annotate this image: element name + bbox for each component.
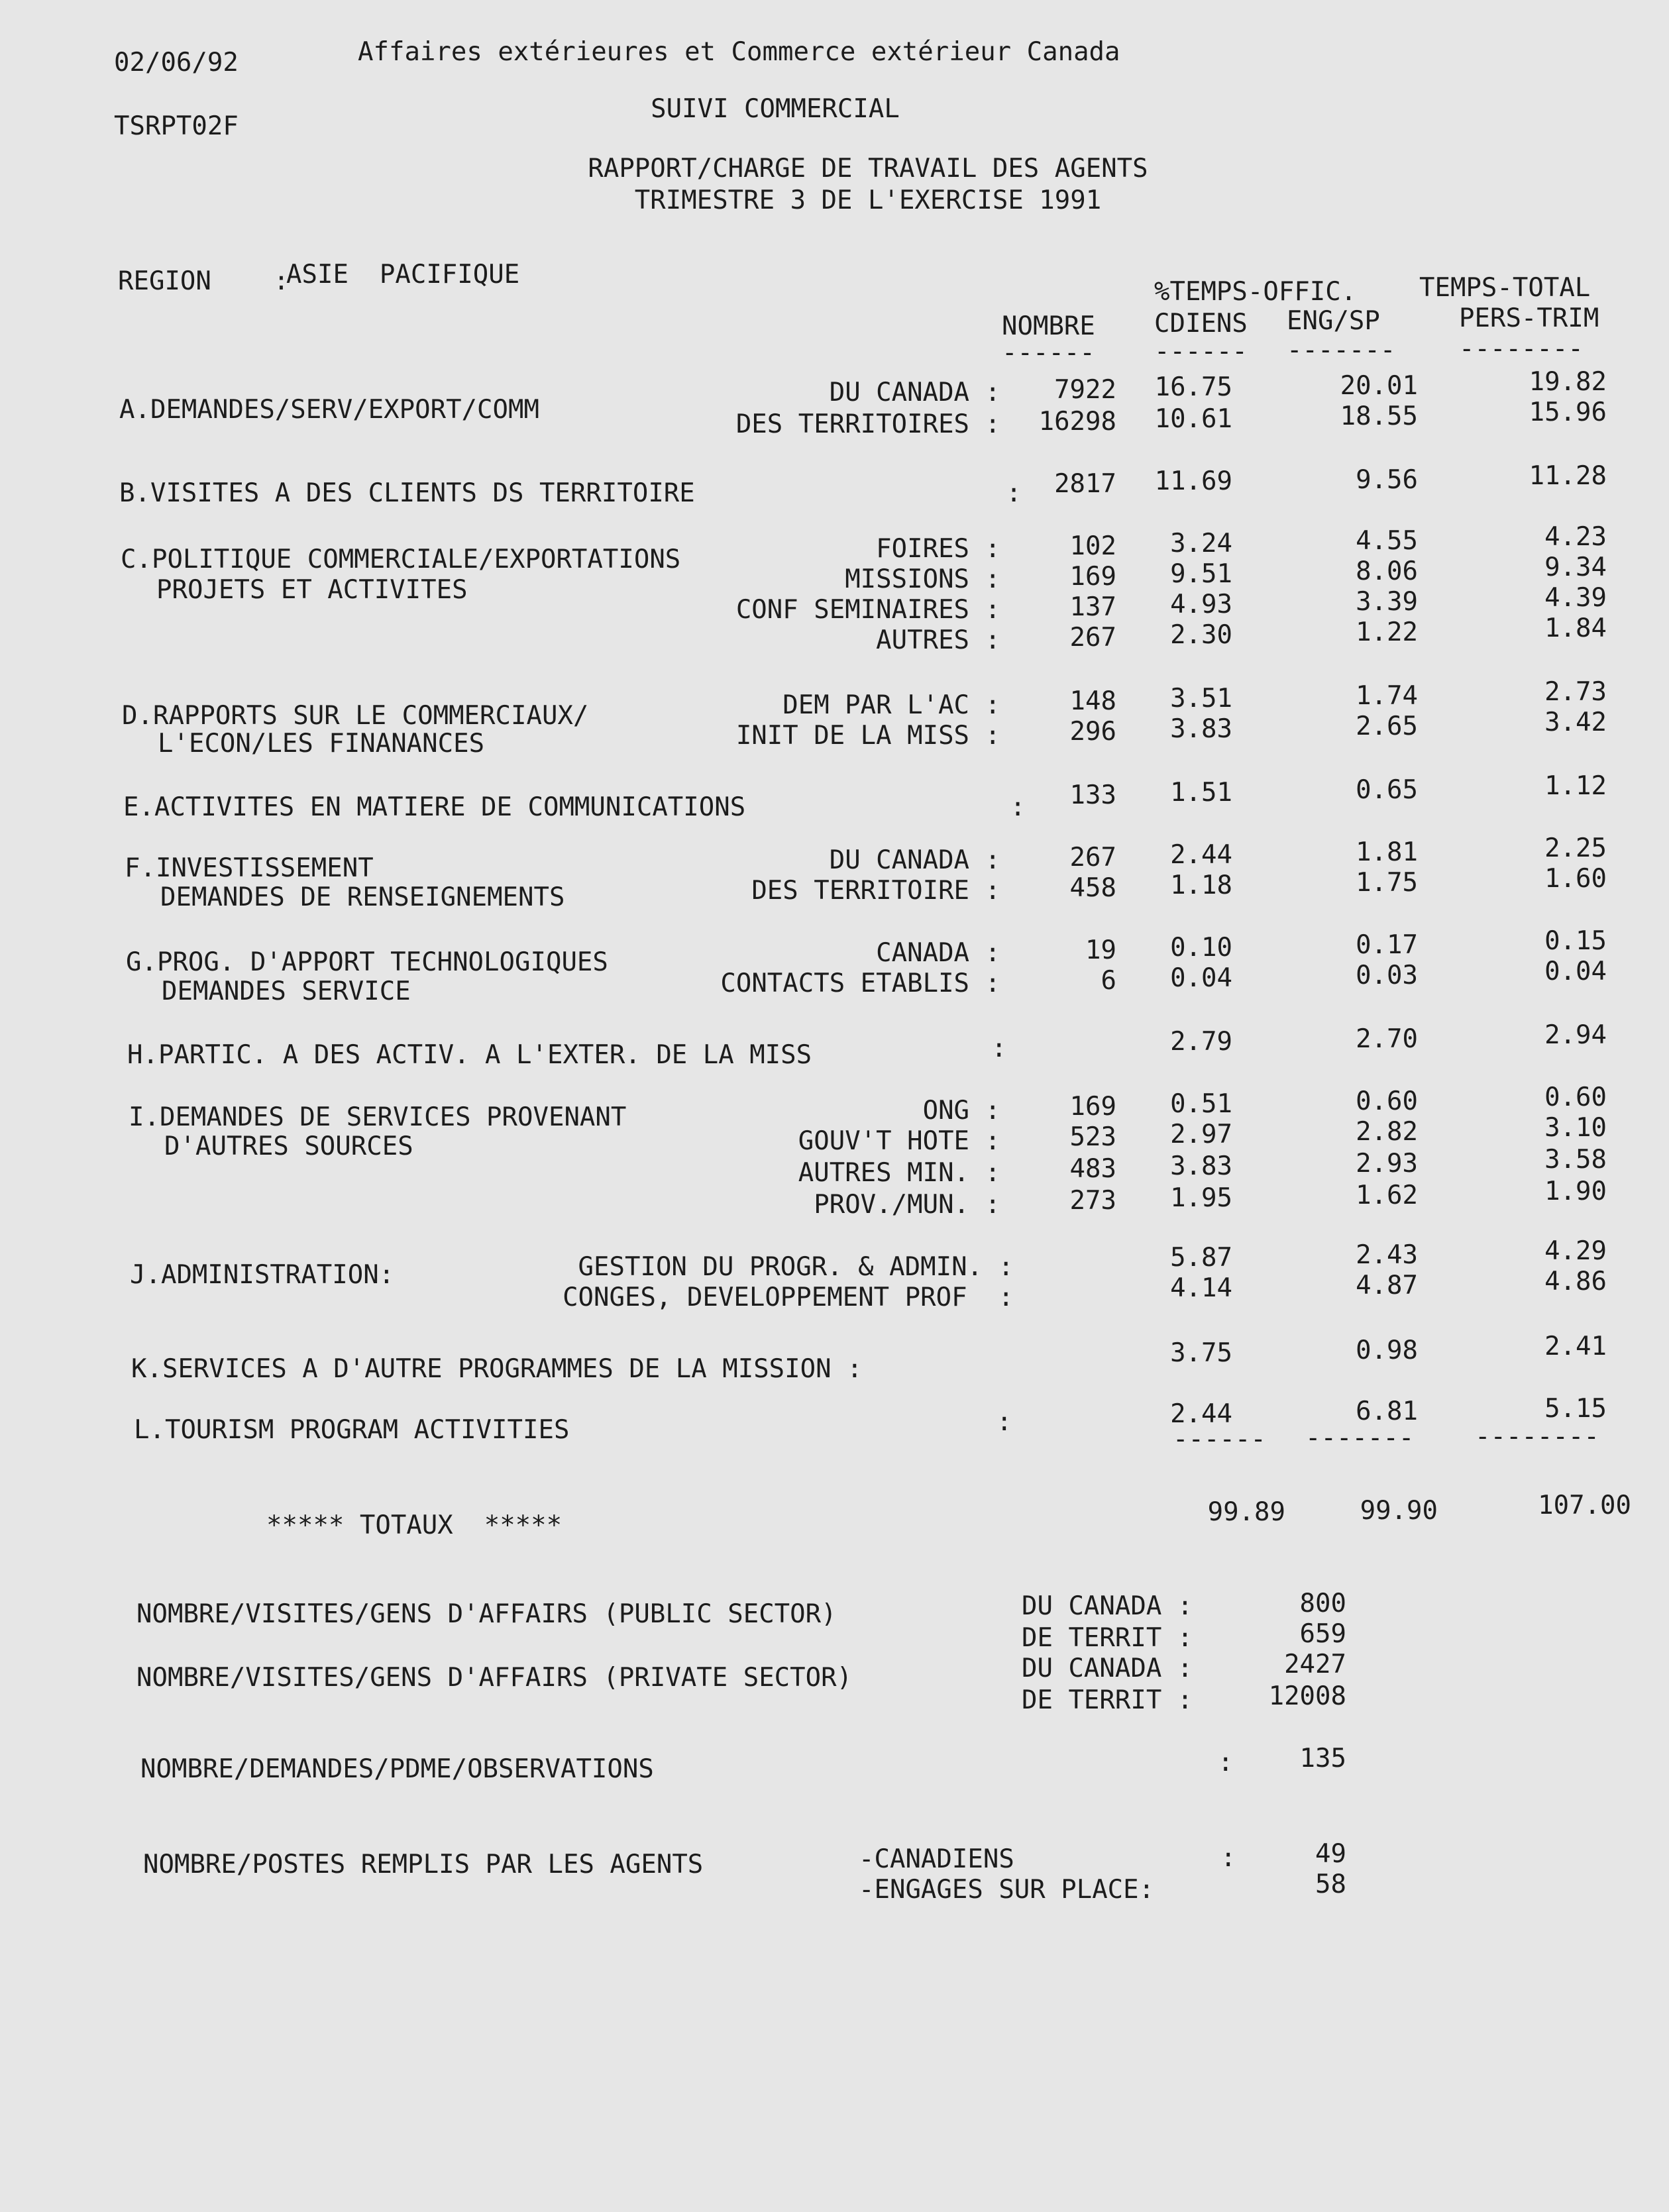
section-l-colon: : <box>996 1407 1012 1437</box>
section-f-num-1: 267 <box>1069 843 1116 872</box>
col-header-eng-sp: ENG/SP <box>1287 306 1380 336</box>
section-f-total-1: 2.25 <box>1544 833 1607 863</box>
section-g-total-2: 0.04 <box>1544 957 1607 986</box>
section-g-sub-2: CONTACTS ETABLIS : <box>720 969 1000 998</box>
col-underline-pers-trim: -------- <box>1459 334 1584 364</box>
section-h-cdiens: 2.79 <box>1170 1027 1232 1057</box>
section-g-cdiens-1: 0.10 <box>1170 933 1232 963</box>
section-f-title-1: F.INVESTISSEMENT <box>125 853 374 883</box>
section-d-total-1: 2.73 <box>1544 677 1607 707</box>
section-h-title: H.PARTIC. A DES ACTIV. A L'EXTER. DE LA MISS <box>127 1040 812 1070</box>
section-k-cdiens: 3.75 <box>1170 1338 1232 1368</box>
section-f-title-2: DEMANDES DE RENSEIGNEMENTS <box>160 882 565 912</box>
summary-postes-label: NOMBRE/POSTES REMPLIS PAR LES AGENTS <box>143 1850 704 1879</box>
section-e-title: E.ACTIVITES EN MATIERE DE COMMUNICATIONS : <box>123 792 1026 822</box>
totals-total: 107.00 <box>1538 1491 1631 1520</box>
organization-name: Affaires extérieures et Commerce extérieur Canada <box>358 37 1120 67</box>
section-e-num: 133 <box>1069 780 1116 810</box>
section-i-num-2: 523 <box>1069 1122 1116 1152</box>
section-f-num-2: 458 <box>1069 873 1116 903</box>
section-f-engsp-1: 1.81 <box>1356 837 1418 867</box>
summary-private-label: NOMBRE/VISITES/GENS D'AFFAIRS (PRIVATE SECTOR) <box>136 1663 853 1693</box>
summary-private-territ-label: DE TERRIT : <box>1022 1685 1193 1715</box>
section-g-title-2: DEMANDES SERVICE <box>162 976 411 1006</box>
section-c-sub-1: FOIRES : <box>876 534 1000 564</box>
report-period: TRIMESTRE 3 DE L'EXERCISE 1991 <box>634 185 1102 215</box>
section-i-sub-1: ONG : <box>922 1096 1000 1126</box>
section-j-total-2: 4.86 <box>1544 1267 1607 1296</box>
section-a-num-2: 16298 <box>1038 407 1116 437</box>
section-j-total-1: 4.29 <box>1544 1236 1607 1266</box>
report-title: RAPPORT/CHARGE DE TRAVAIL DES AGENTS <box>588 154 1148 184</box>
section-a-total-2: 15.96 <box>1529 397 1607 427</box>
region-value: ASIE PACIFIQUE <box>286 260 520 290</box>
section-c-total-3: 4.39 <box>1544 583 1607 613</box>
section-g-cdiens-2: 0.04 <box>1170 963 1232 993</box>
summary-public-canada-label: DU CANADA : <box>1022 1591 1193 1621</box>
section-c-engsp-2: 8.06 <box>1356 556 1418 586</box>
section-b-num: 2817 <box>1054 469 1116 499</box>
section-d-cdiens-1: 3.51 <box>1170 684 1232 713</box>
summary-demandes-value: 135 <box>1299 1744 1346 1773</box>
section-a-sub-2: DES TERRITOIRES : <box>735 409 1000 439</box>
section-c-title-2: PROJETS ET ACTIVITES <box>156 575 468 605</box>
report-date: 02/06/92 <box>114 48 239 78</box>
section-e-engsp: 0.65 <box>1356 775 1418 805</box>
section-d-engsp-2: 2.65 <box>1356 711 1418 741</box>
section-j-sub-2: CONGES, DEVELOPPEMENT PROF : <box>563 1283 1014 1312</box>
section-c-num-1: 102 <box>1069 531 1116 561</box>
report-code: TSRPT02F <box>114 111 239 141</box>
section-i-total-2: 3.10 <box>1544 1113 1607 1143</box>
section-b-total: 11.28 <box>1529 461 1607 491</box>
section-c-cdiens-1: 3.24 <box>1170 529 1232 558</box>
section-a-cdiens-2: 10.61 <box>1154 404 1232 434</box>
section-e-total: 1.12 <box>1544 771 1607 801</box>
section-g-num-2: 6 <box>1101 966 1116 996</box>
section-l-title: L.TOURISM PROGRAM ACTIVITIES <box>134 1415 570 1445</box>
section-f-cdiens-2: 1.18 <box>1170 870 1232 900</box>
totals-underline-engsp: ------- <box>1305 1423 1415 1453</box>
summary-demandes-label: NOMBRE/DEMANDES/PDME/OBSERVATIONS <box>140 1754 654 1784</box>
section-i-engsp-1: 0.60 <box>1356 1086 1418 1116</box>
col-header-temps-total: TEMPS-TOTAL <box>1419 273 1591 303</box>
section-j-sub-1: GESTION DU PROGR. & ADMIN. : <box>578 1252 1014 1282</box>
section-a-engsp-1: 20.01 <box>1340 371 1418 401</box>
summary-public-territ-value: 659 <box>1299 1619 1346 1649</box>
section-d-cdiens-2: 3.83 <box>1170 714 1232 744</box>
section-i-engsp-4: 1.62 <box>1356 1181 1418 1210</box>
section-l-total: 5.15 <box>1544 1394 1607 1424</box>
section-g-sub-1: CANADA : <box>876 938 1000 968</box>
col-header-nombre: NOMBRE <box>1002 311 1095 341</box>
section-a-num-1: 7922 <box>1054 375 1116 405</box>
section-c-sub-4: AUTRES : <box>876 625 1000 655</box>
col-header-cdiens: CDIENS <box>1154 309 1248 339</box>
section-b-title: B.VISITES A DES CLIENTS DS TERRITOIRE : <box>119 478 1022 508</box>
section-e-cdiens: 1.51 <box>1170 778 1232 808</box>
summary-private-canada-label: DU CANADA : <box>1022 1654 1193 1683</box>
section-i-cdiens-1: 0.51 <box>1170 1089 1232 1119</box>
section-c-num-2: 169 <box>1069 562 1116 592</box>
section-c-engsp-1: 4.55 <box>1356 526 1418 556</box>
section-g-engsp-1: 0.17 <box>1356 930 1418 960</box>
section-f-total-2: 1.60 <box>1544 864 1607 894</box>
section-h-engsp: 2.70 <box>1356 1024 1418 1054</box>
summary-postes-engages-label: -ENGAGES SUR PLACE: <box>859 1875 1155 1905</box>
section-i-sub-4: PROV./MUN. : <box>814 1190 1000 1220</box>
section-c-total-2: 9.34 <box>1544 553 1607 582</box>
section-k-engsp: 0.98 <box>1356 1336 1418 1365</box>
summary-public-label: NOMBRE/VISITES/GENS D'AFFAIRS (PUBLIC SECTOR) <box>136 1599 837 1629</box>
section-l-engsp: 6.81 <box>1356 1396 1418 1426</box>
section-i-sub-3: AUTRES MIN. : <box>798 1158 1000 1188</box>
section-a-total-1: 19.82 <box>1529 367 1607 397</box>
section-i-total-3: 3.58 <box>1544 1145 1607 1175</box>
col-underline-cdiens: ------ <box>1154 337 1248 366</box>
summary-public-territ-label: DE TERRIT : <box>1022 1623 1193 1653</box>
section-c-num-3: 137 <box>1069 592 1116 622</box>
totals-engsp: 99.90 <box>1360 1496 1438 1526</box>
summary-demandes-colon: : <box>1218 1748 1234 1777</box>
section-i-num-1: 169 <box>1069 1092 1116 1122</box>
section-g-title-1: G.PROG. D'APPORT TECHNOLOGIQUES <box>126 947 608 977</box>
section-i-num-4: 273 <box>1069 1186 1116 1216</box>
col-underline-eng-sp: ------- <box>1287 335 1396 365</box>
section-i-cdiens-4: 1.95 <box>1170 1183 1232 1213</box>
section-l-cdiens: 2.44 <box>1170 1399 1232 1429</box>
section-d-sub-1: DEM PAR L'AC : <box>782 690 1000 720</box>
section-i-cdiens-3: 3.83 <box>1170 1151 1232 1181</box>
summary-postes-canadiens-label: -CANADIENS <box>859 1844 1014 1874</box>
section-d-num-2: 296 <box>1069 717 1116 747</box>
section-j-cdiens-2: 4.14 <box>1170 1273 1232 1303</box>
region-label: REGION : <box>118 266 290 296</box>
section-a-cdiens-1: 16.75 <box>1154 372 1232 402</box>
section-c-engsp-4: 1.22 <box>1356 617 1418 647</box>
summary-public-canada-value: 800 <box>1299 1589 1346 1618</box>
section-i-engsp-3: 2.93 <box>1356 1149 1418 1179</box>
section-c-total-4: 1.84 <box>1544 613 1607 643</box>
section-f-sub-2: DES TERRITOIRE : <box>751 876 1000 906</box>
section-d-engsp-1: 1.74 <box>1356 681 1418 711</box>
section-k-total: 2.41 <box>1544 1332 1607 1361</box>
section-b-cdiens: 11.69 <box>1154 466 1232 496</box>
col-header-temps-offic: %TEMPS-OFFIC. <box>1154 277 1357 307</box>
section-a-title: A.DEMANDES/SERV/EXPORT/COMM <box>119 395 539 425</box>
summary-postes-engages-value: 58 <box>1315 1870 1346 1899</box>
section-g-total-1: 0.15 <box>1544 926 1607 956</box>
totals-underline-total: -------- <box>1475 1422 1599 1451</box>
section-d-sub-2: INIT DE LA MISS : <box>735 721 1000 751</box>
section-c-cdiens-3: 4.93 <box>1170 590 1232 619</box>
section-d-title-2: L'ECON/LES FINANANCES <box>158 729 485 759</box>
section-g-engsp-2: 0.03 <box>1356 961 1418 990</box>
section-i-sub-2: GOUV'T HOTE : <box>798 1126 1000 1156</box>
totals-cdiens: 99.89 <box>1207 1497 1285 1527</box>
totals-underline-cdiens: ------ <box>1173 1424 1266 1454</box>
section-c-sub-3: CONF SEMINAIRES : <box>735 595 1000 625</box>
totals-label: ***** TOTAUX ***** <box>266 1510 563 1540</box>
section-j-title: J.ADMINISTRATION: <box>130 1260 395 1290</box>
section-c-cdiens-4: 2.30 <box>1170 620 1232 650</box>
section-k-title: K.SERVICES A D'AUTRE PROGRAMMES DE LA MISSION : <box>131 1354 863 1384</box>
section-f-cdiens-1: 2.44 <box>1170 840 1232 870</box>
section-i-num-3: 483 <box>1069 1154 1116 1184</box>
section-b-engsp: 9.56 <box>1356 465 1418 495</box>
section-d-title-1: D.RAPPORTS SUR LE COMMERCIAUX/ <box>122 701 589 731</box>
section-f-engsp-2: 1.75 <box>1356 868 1418 898</box>
col-header-pers-trim: PERS-TRIM <box>1459 303 1599 333</box>
col-underline-nombre: ------ <box>1002 338 1095 368</box>
summary-postes-canadiens-value: 49 <box>1315 1839 1346 1869</box>
section-f-sub-1: DU CANADA : <box>829 845 1000 875</box>
section-a-engsp-2: 18.55 <box>1340 401 1418 431</box>
summary-private-canada-value: 2427 <box>1284 1650 1346 1679</box>
section-i-cdiens-2: 2.97 <box>1170 1120 1232 1149</box>
section-g-num-1: 19 <box>1085 935 1116 965</box>
section-i-engsp-2: 2.82 <box>1356 1117 1418 1147</box>
section-h-total: 2.94 <box>1544 1020 1607 1050</box>
section-c-total-1: 4.23 <box>1544 522 1607 552</box>
section-j-engsp-1: 2.43 <box>1356 1240 1418 1270</box>
section-a-sub-1: DU CANADA : <box>829 378 1000 407</box>
section-h-colon: : <box>991 1033 1007 1063</box>
section-i-total-4: 1.90 <box>1544 1177 1607 1206</box>
section-d-total-2: 3.42 <box>1544 708 1607 737</box>
section-c-sub-2: MISSIONS : <box>845 564 1000 594</box>
section-j-cdiens-1: 5.87 <box>1170 1243 1232 1273</box>
section-d-num-1: 148 <box>1069 686 1116 716</box>
section-j-engsp-2: 4.87 <box>1356 1271 1418 1300</box>
section-c-num-4: 267 <box>1069 623 1116 653</box>
report-section: SUIVI COMMERCIAL <box>651 94 900 124</box>
section-i-title-2: D'AUTRES SOURCES <box>164 1132 413 1161</box>
section-i-title-1: I.DEMANDES DE SERVICES PROVENANT <box>129 1102 627 1132</box>
section-c-engsp-3: 3.39 <box>1356 587 1418 617</box>
section-c-title-1: C.POLITIQUE COMMERCIALE/EXPORTATIONS <box>121 545 681 574</box>
summary-postes-canadiens-colon: : <box>1220 1843 1236 1873</box>
section-i-total-1: 0.60 <box>1544 1082 1607 1112</box>
summary-private-territ-value: 12008 <box>1268 1681 1346 1711</box>
section-c-cdiens-2: 9.51 <box>1170 559 1232 589</box>
